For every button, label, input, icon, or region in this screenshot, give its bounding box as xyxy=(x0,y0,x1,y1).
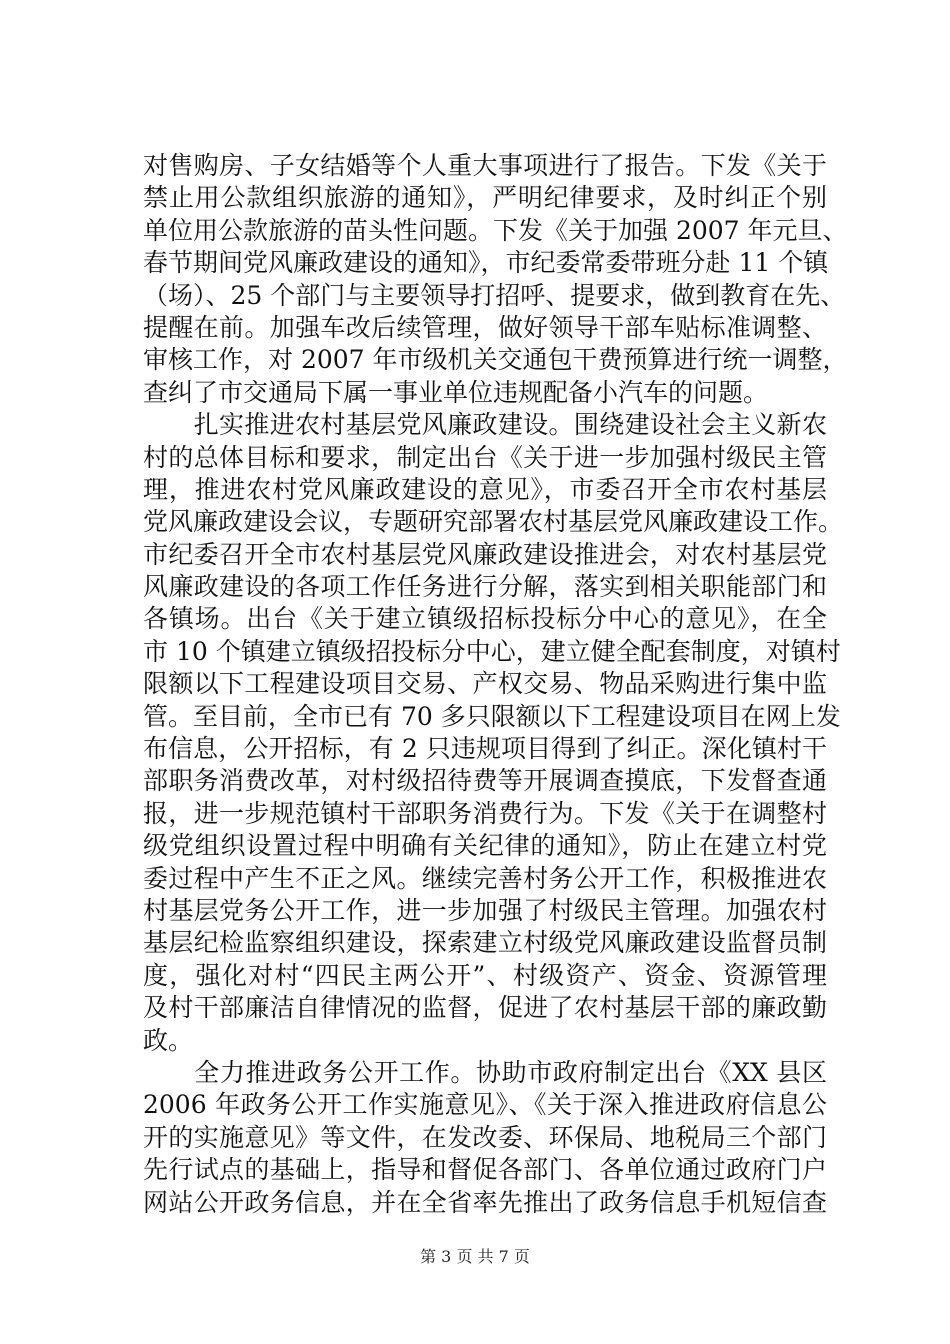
text-line: 理，推进农村党风廉政建设的意见》，市委召开全市农村基层 xyxy=(143,474,827,504)
text-line: 市纪委召开全市农村基层党风廉政建设推进会，对农村基层党 xyxy=(143,539,827,569)
text-line: 管。至目前，全市已有 70 多只限额以下工程建设项目在网上发 xyxy=(143,701,841,731)
document-body xyxy=(143,150,848,1219)
text-line: 单位用公款旅游的苗头性问题。下发《关于加强 2007 年元旦、 xyxy=(143,215,848,245)
text-line: （场）、25 个部门与主要领导打招呼、提要求，做到教育在先、 xyxy=(143,280,846,310)
text-line: 及村干部廉洁自律情况的监督，促进了农村基层干部的廉政勤 xyxy=(143,993,827,1023)
text-line: 布信息，公开招标，有 2 只违规项目得到了纠正。深化镇村干 xyxy=(143,734,827,764)
text-line: 禁止用公款组织旅游的通知》，严明纪律要求，及时纠正个别 xyxy=(143,183,827,213)
text-line: 限额以下工程建设项目交易、产权交易、物品采购进行集中监 xyxy=(143,669,827,699)
text-line: 报，进一步规范镇村干部职务消费行为。下发《关于在调整村 xyxy=(143,798,827,828)
page-footer: 第 3 页 共 7 页 xyxy=(420,1247,530,1266)
text-line: 市 10 个镇建立镇级招投标分中心，建立健全配套制度，对镇村 xyxy=(143,636,841,666)
text-line: 扎实推进农村基层党风廉政建设。围绕建设社会主义新农 xyxy=(143,410,827,440)
text-line: 村基层党务公开工作，进一步加强了村级民主管理。加强农村 xyxy=(143,895,827,925)
text-line: 先行试点的基础上，指导和督促各部门、各单位通过政府门户 xyxy=(143,1155,827,1185)
text-line: 提醒在前。加强车改后续管理，做好领导干部车贴标准调整、 xyxy=(143,312,827,342)
text-line: 村的总体目标和要求，制定出台《关于进一步加强村级民主管 xyxy=(143,442,827,472)
text-line: 级党组织设置过程中明确有关纪律的通知》，防止在建立村党 xyxy=(143,831,827,861)
text-line: 政。 xyxy=(143,1025,194,1055)
text-line: 对售购房、子女结婚等个人重大事项进行了报告。下发《关于 xyxy=(143,151,827,180)
text-line: 网站公开政务信息，并在全省率先推出了政务信息手机短信查 xyxy=(143,1187,827,1217)
text-line: 基层纪检监察组织建设，探索建立村级党风廉政建设监督员制 xyxy=(143,928,827,958)
text-line: 2006 年政务公开工作实施意见》、《关于深入推进政府信息公 xyxy=(143,1090,827,1120)
text-line: 查纠了市交通局下属一事业单位违规配备小汽车的问题。 xyxy=(143,377,769,407)
text-line: 度，强化对村“四民主两公开”、村级资产、资金、资源管理 xyxy=(143,960,827,990)
text-line: 各镇场。出台《关于建立镇级招标投标分中心的意见》，在全 xyxy=(143,604,827,634)
text-line: 部职务消费改革，对村级招待费等开展调查摸底，下发督查通 xyxy=(143,766,827,796)
text-line: 风廉政建设的各项工作任务进行分解，落实到相关职能部门和 xyxy=(143,572,827,602)
text-line: 全力推进政务公开工作。协助市政府制定出台《XX 县区 xyxy=(143,1057,827,1087)
text-line: 党风廉政建设会议，专题研究部署农村基层党风廉政建设工作。 xyxy=(143,507,844,537)
text-line: 审核工作，对 2007 年市级机关交通包干费预算进行统一调整， xyxy=(143,345,848,375)
text-line: 春节期间党风廉政建设的通知》，市纪委常委带班分赴 11 个镇 xyxy=(143,248,829,278)
text-line: 委过程中产生不正之风。继续完善村务公开工作，积极推进农 xyxy=(143,863,827,893)
text-line: 开的实施意见》等文件，在发改委、环保局、地税局三个部门 xyxy=(143,1122,827,1152)
